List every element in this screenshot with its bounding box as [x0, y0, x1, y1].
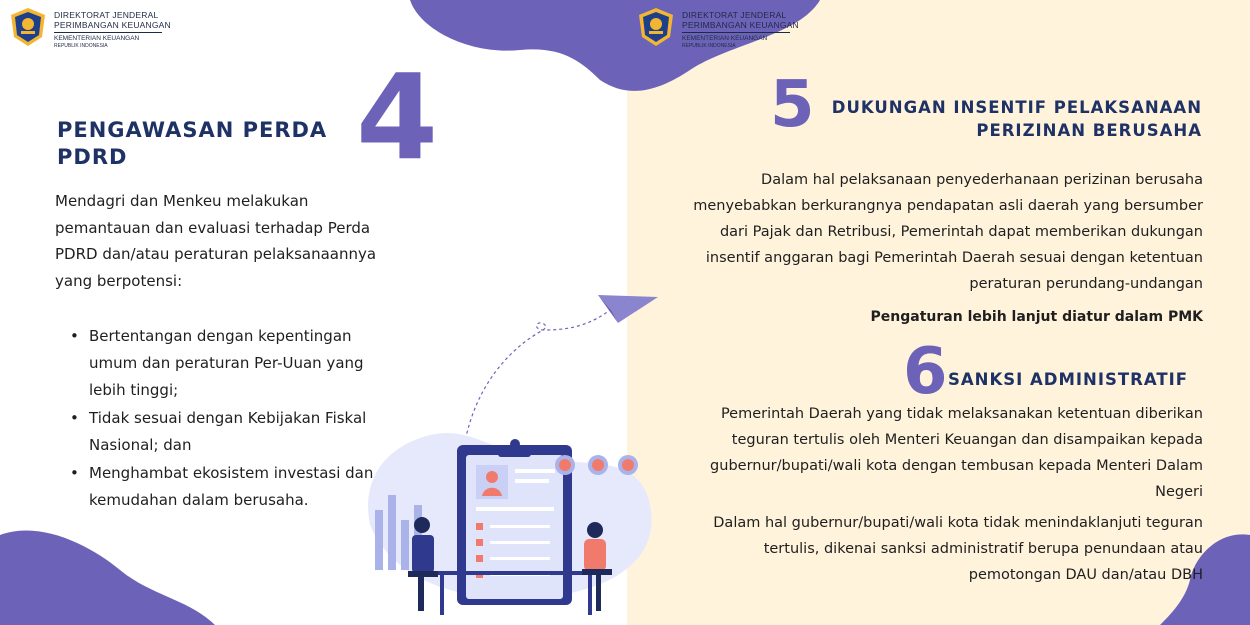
logo-line2: PERIMBANGAN KEUANGAN — [682, 20, 799, 30]
section6-paragraph-line: Dalam hal gubernur/bupati/wali kota tidak menindaklanjuti teguran — [713, 515, 1203, 531]
logo-divider — [54, 32, 162, 33]
section6-paragraph-line: teguran tertulis oleh Menteri Keuangan dan disampaikan kepada — [731, 432, 1203, 448]
section6-paragraph-line: pemotongan DAU dan/atau DBH — [968, 567, 1203, 583]
bullet-line: Bertentangan dengan kepentingan — [89, 327, 352, 345]
section4-title-line2: PDRD — [57, 145, 128, 169]
logo-right — [636, 7, 799, 49]
section5-body — [640, 167, 1203, 297]
section5-title-line2: PERIZINAN BERUSAHA — [976, 121, 1202, 140]
list-item — [68, 460, 388, 514]
section4-intro — [55, 188, 405, 294]
logo-line3: KEMENTERIAN KEUANGAN — [682, 35, 768, 42]
section6-paragraph-line: Negeri — [1155, 484, 1203, 500]
section5-body-line: peraturan perundang-undangan — [969, 276, 1203, 292]
logo-line4: REPUBLIK INDONESIA — [682, 43, 736, 49]
logo-line4: REPUBLIK INDONESIA — [54, 43, 108, 49]
section4-intro-line: yang berpotensi: — [55, 271, 183, 290]
section5-body-line: dari Pajak dan Retribusi, Pemerintah dapat memberikan dukungan — [719, 224, 1203, 240]
paper-plane-icon — [598, 295, 658, 323]
bullet-line: kemudahan dalam berusaha. — [89, 491, 309, 509]
clipboard-meeting-illustration — [360, 285, 660, 625]
section5-number: 5 — [770, 68, 815, 142]
logo-line2: PERIMBANGAN KEUANGAN — [54, 20, 171, 30]
list-item — [68, 323, 388, 404]
section6-paragraph-line: gubernur/bupati/wali kota dengan tembusan kepada Menteri Dalam — [710, 458, 1203, 474]
section4-title-line1: PENGAWASAN PERDA — [57, 118, 328, 142]
section5-body-line: Dalam hal pelaksanaan penyederhanaan perizinan berusaha — [761, 172, 1203, 188]
section6-paragraph-line: Pemerintah Daerah yang tidak melaksanakan ketentuan diberikan — [720, 406, 1203, 422]
section5-body-line: insentif anggaran bagi Pemerintah Daerah sesuai dengan ketentuan — [705, 250, 1203, 266]
kemenkeu-emblem-icon — [8, 7, 48, 47]
section5-title-line1: DUKUNGAN INSENTIF PELAKSANAAN — [831, 98, 1202, 117]
section4-bullet-list — [68, 323, 388, 515]
logo-line1: DIREKTORAT JENDERAL — [54, 10, 159, 20]
logo-left — [8, 7, 171, 49]
bullet-line: Menghambat ekosistem investasi dan — [89, 464, 374, 482]
bullet-dot-icon: • — [70, 327, 79, 345]
section6-title: SANKSI ADMINISTRATIF — [948, 370, 1188, 389]
section5-note: Pengaturan lebih lanjut diatur dalam PMK — [870, 309, 1203, 325]
logo-line1: DIREKTORAT JENDERAL — [682, 10, 787, 20]
bullet-line: lebih tinggi; — [89, 381, 179, 399]
bullet-line: umum dan peraturan Per-Uuan yang — [89, 354, 364, 372]
section6-number: 6 — [903, 335, 948, 409]
logo-divider — [682, 32, 790, 33]
section6-paragraph-line: tertulis, dikenai sanksi administratif berupa penundaan atau — [763, 541, 1203, 557]
section6-paragraph1 — [640, 401, 1203, 505]
logo-line3: KEMENTERIAN KEUANGAN — [54, 35, 140, 42]
bullet-line: Nasional; dan — [89, 436, 192, 454]
section5-title — [800, 96, 1202, 142]
section6-paragraph2 — [640, 510, 1203, 588]
section4-intro-line: Mendagri dan Menkeu melakukan — [55, 192, 309, 210]
bullet-dot-icon: • — [70, 464, 79, 482]
list-item — [68, 405, 388, 459]
bottom-left-blob — [0, 530, 215, 625]
section5-body-line: menyebabkan berkurangnya pendapatan asli daerah yang bersumber — [693, 198, 1203, 214]
bullet-line: Tidak sesuai dengan Kebijakan Fiskal — [89, 409, 367, 427]
section4-number: 4 — [356, 48, 439, 186]
section4-intro-line: PDRD dan/atau peraturan pelaksanaannya — [55, 245, 377, 263]
section4-intro-line: pemantauan dan evaluasi terhadap Perda — [55, 218, 371, 237]
bullet-dot-icon: • — [70, 409, 79, 427]
section4-title — [57, 117, 327, 171]
kemenkeu-emblem-icon — [636, 7, 676, 47]
